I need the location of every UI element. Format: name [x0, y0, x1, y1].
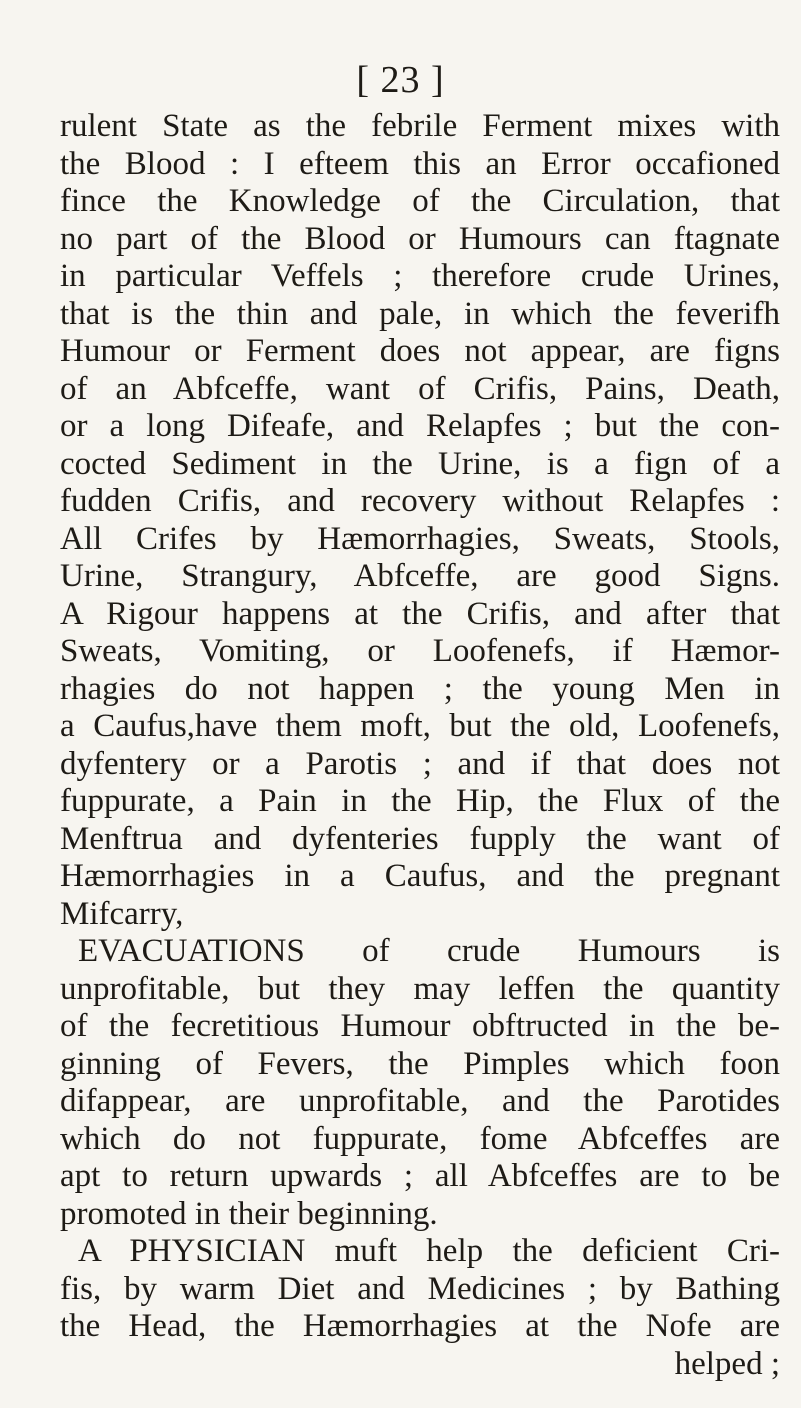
- text-line: which do not fuppurate, fome Abfceffes are: [60, 1120, 780, 1157]
- text-line: fudden Crifis, and recovery without Relapfes :: [60, 483, 780, 519]
- page-number: [ 23 ]: [356, 59, 445, 101]
- text-line: Urine, Strangury, Abfceffe, are good Signs.: [60, 558, 780, 594]
- body-text: [60, 108, 780, 1383]
- text-line: All Crifes by Hæmorrhagies, Sweats, Stools,: [60, 520, 780, 557]
- text-line: Hæmorrhagies in a Caufus, and the pregnant: [60, 858, 780, 894]
- text-line: rhagies do not happen ; the young Men in: [60, 670, 780, 707]
- text-line: dyfentery or a Parotis ; and if that does not: [60, 745, 780, 782]
- text-line: Humour or Ferment does not appear, are figns: [60, 333, 780, 369]
- text-line: the Blood : I efteem this an Error occafioned: [60, 145, 780, 182]
- section-line: EVACUATIONS of crude Humours is: [78, 933, 780, 969]
- text-line: Mifcarry,: [60, 895, 184, 932]
- text-line: a Caufus,have them moft, but the old, Loofenefs,: [60, 708, 780, 744]
- catchword-line: helped ;: [674, 1345, 780, 1382]
- text-line: fuppurate, a Pain in the Hip, the Flux of the: [60, 783, 780, 819]
- text-line: A Rigour happens at the Crifis, and after that: [60, 595, 780, 632]
- text-line: apt to return upwards ; all Abfceffes are to be: [60, 1158, 780, 1194]
- text-line: fince the Knowledge of the Circulation, that: [60, 183, 780, 219]
- text-line: in particular Veffels ; therefore crude Urines,: [60, 258, 780, 294]
- text-line: difappear, are unprofitable, and the Parotides: [60, 1083, 780, 1119]
- text-line: of an Abfceffe, want of Crifis, Pains, Death,: [60, 370, 780, 407]
- text-line: cocted Sediment in the Urine, is a fign of a: [60, 445, 780, 482]
- text-line: fis, by warm Diet and Medicines ; by Bathing: [60, 1270, 780, 1307]
- text-line: or a long Difeafe, and Relapfes ; but the con-: [60, 408, 780, 444]
- section-line: A PHYSICIAN muft help the deficient Cri-: [78, 1233, 780, 1269]
- text-line: promoted in their beginning.: [60, 1195, 438, 1232]
- text-line: Menftrua and dyfenteries fupply the want of: [60, 820, 780, 857]
- text-line: rulent State as the febrile Ferment mixes with: [60, 108, 780, 144]
- text-line: that is the thin and pale, in which the feverifh: [60, 295, 780, 332]
- text-line: ginning of Fevers, the Pimples which foon: [60, 1045, 780, 1082]
- text-line: unprofitable, but they may leffen the quantity: [60, 970, 780, 1007]
- text-line: the Head, the Hæmorrhagies at the Nofe are: [60, 1308, 780, 1344]
- text-line: Sweats, Vomiting, or Loofenefs, if Hæmor-: [60, 633, 780, 669]
- text-line: no part of the Blood or Humours can ftagnate: [60, 220, 780, 257]
- text-line: of the fecretitious Humour obftructed in the be-: [60, 1008, 780, 1044]
